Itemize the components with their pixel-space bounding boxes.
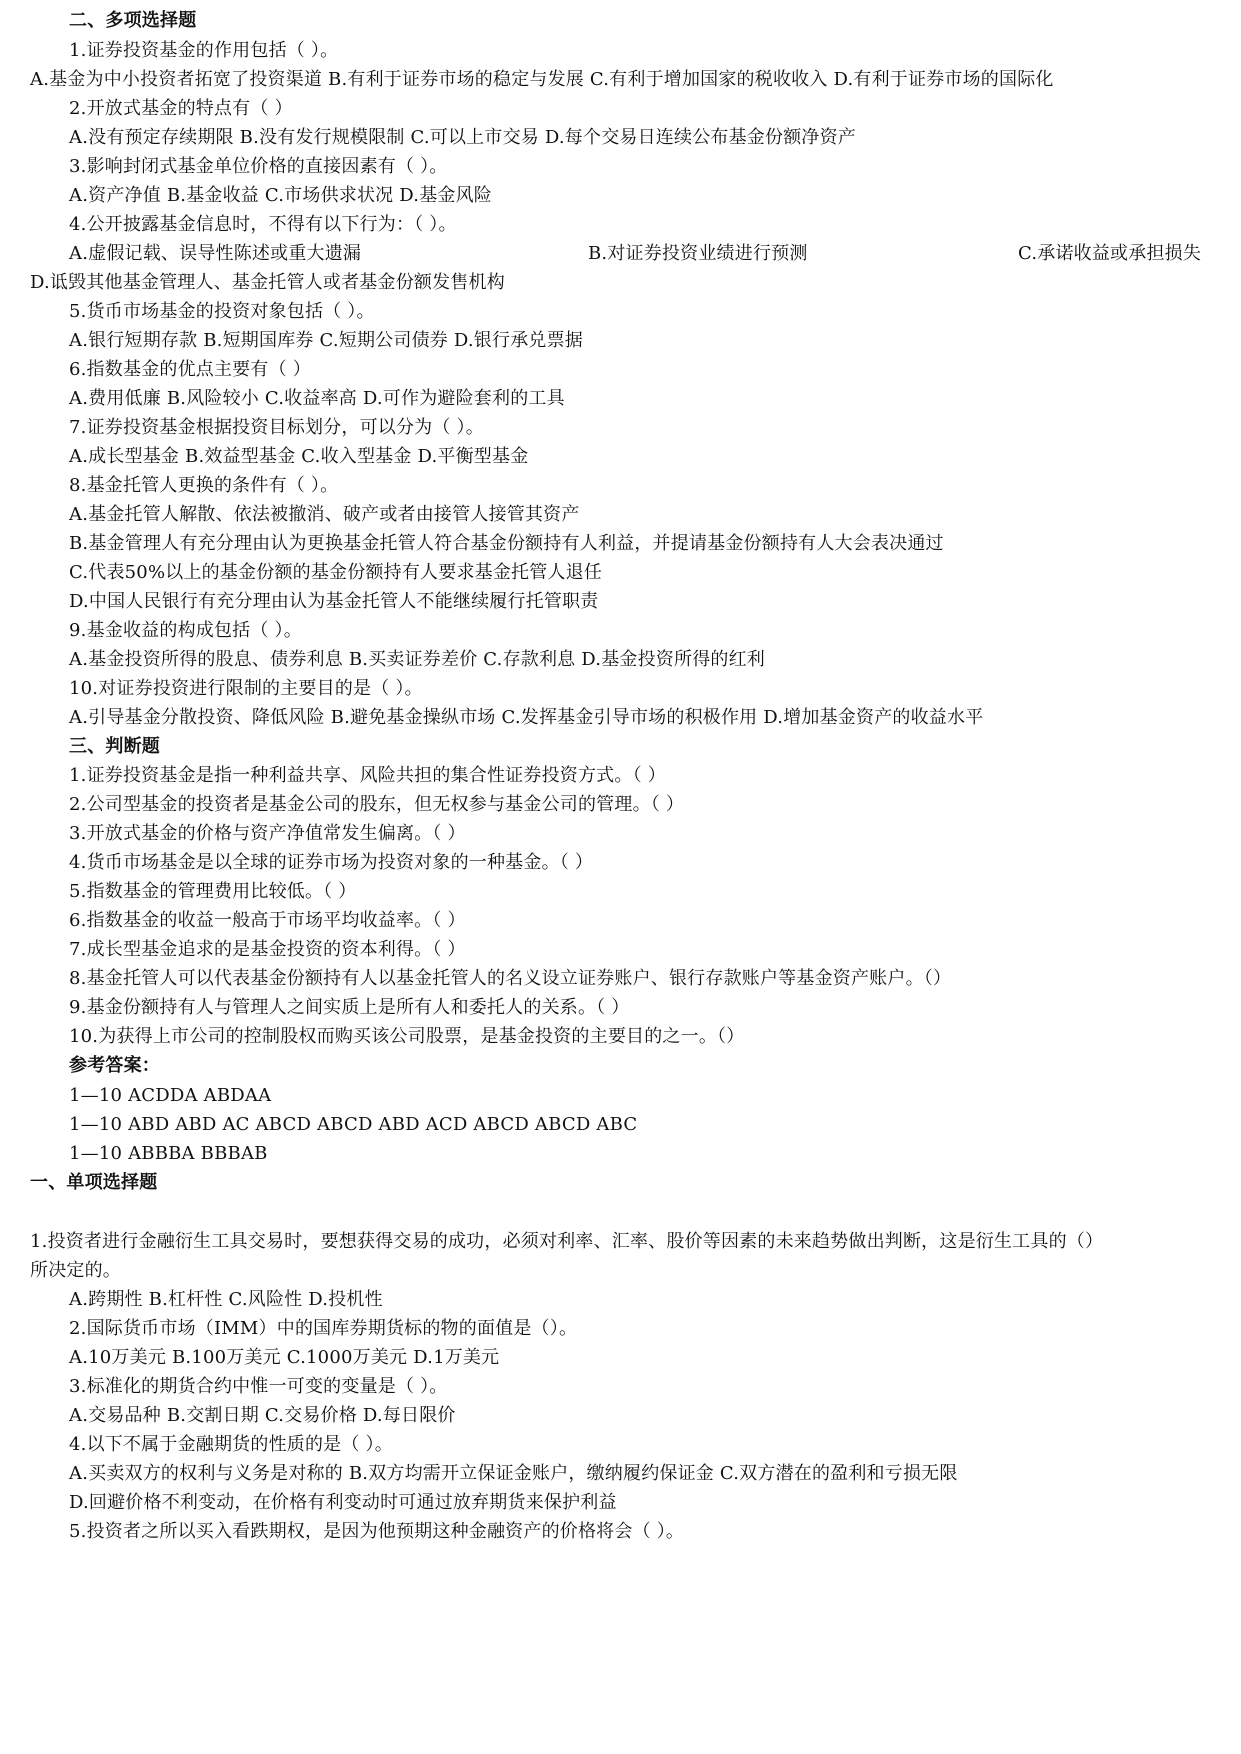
document-line: 2.开放式基金的特点有（ ） <box>69 98 293 119</box>
document-line: 2.公司型基金的投资者是基金公司的股东，但无权参与基金公司的管理。（ ） <box>69 794 685 815</box>
document-line: A.没有预定存续期限 B.没有发行规模限制 C.可以上市交易 D.每个交易日连续公布基金份额净资产 <box>69 127 856 148</box>
section-heading: 参考答案： <box>69 1055 160 1076</box>
document-line: 3.标准化的期货合约中惟一可变的变量是（ ）。 <box>69 1376 448 1397</box>
document-line: 4.以下不属于金融期货的性质的是（ ）。 <box>69 1434 393 1455</box>
document-line: 9.基金份额持有人与管理人之间实质上是所有人和委托人的关系。（ ） <box>69 997 630 1018</box>
document-line: C.代表50%以上的基金份额的基金份额持有人要求基金托管人退任 <box>69 562 603 583</box>
document-line: A.基金为中小投资者拓宽了投资渠道 B.有利于证券市场的稳定与发展 C.有利于增加国家的税收收入 D.有利于证券市场的国际化 <box>30 69 1054 90</box>
document-line: D.回避价格不利变动，在价格有利变动时可通过放弃期货来保护利益 <box>69 1492 617 1513</box>
document-line: 3.影响封闭式基金单位价格的直接因素有（ ）。 <box>69 156 448 177</box>
document-line: 7.证券投资基金根据投资目标划分，可以分为（ ）。 <box>69 417 484 438</box>
document-line: A.买卖双方的权利与义务是对称的 B.双方均需开立保证金账户，缴纳履约保证金 C.双方潜在的盈利和亏损无限 <box>69 1463 958 1484</box>
document-line: A.10万美元 B.100万美元 C.1000万美元 D.1万美元 <box>69 1347 500 1368</box>
document-line: A.资产净值 B.基金收益 C.市场供求状况 D.基金风险 <box>69 185 492 206</box>
document-line: 10.对证券投资进行限制的主要目的是（ ）。 <box>69 678 423 699</box>
document-line: A.基金托管人解散、依法被撤消、破产或者由接管人接管其资产 <box>69 504 580 525</box>
section-heading: 三、判断题 <box>69 736 160 757</box>
document-line: B.基金管理人有充分理由认为更换基金托管人符合基金份额持有人利益，并提请基金份额持有人大会表决通过 <box>69 533 944 554</box>
document-line: A.跨期性 B.杠杆性 C.风险性 D.投机性 <box>69 1289 383 1310</box>
document-line-segment: B.对证券投资业绩进行预测 <box>588 243 808 264</box>
document-line: 8.基金托管人可以代表基金份额持有人以基金托管人的名义设立证券账户、银行存款账户等基金资产账户。（） <box>69 968 952 989</box>
document-line: 4.货币市场基金是以全球的证券市场为投资对象的一种基金。（ ） <box>69 852 594 873</box>
document-line: A.成长型基金 B.效益型基金 C.收入型基金 D.平衡型基金 <box>69 446 529 467</box>
document-line: 1—10 ACDDA ABDAA <box>69 1085 272 1106</box>
document-line: 10.为获得上市公司的控制股权而购买该公司股票，是基金投资的主要目的之一。（） <box>69 1026 745 1047</box>
document-line: 6.指数基金的收益一般高于市场平均收益率。（ ） <box>69 910 466 931</box>
document-line: A.费用低廉 B.风险较小 C.收益率高 D.可作为避险套利的工具 <box>69 388 565 409</box>
document-line: 7.成长型基金追求的是基金投资的资本利得。（ ） <box>69 939 466 960</box>
document-line: 3.开放式基金的价格与资产净值常发生偏离。（ ） <box>69 823 466 844</box>
document-line: D.诋毁其他基金管理人、基金托管人或者基金份额发售机构 <box>30 272 505 293</box>
document-line: 8.基金托管人更换的条件有（ ）。 <box>69 475 339 496</box>
document-line: 1—10 ABBBA BBBAB <box>69 1143 268 1164</box>
document-line: 所决定的。 <box>30 1260 121 1281</box>
document-line: 1—10 ABD ABD AC ABCD ABCD ABD ACD ABCD ABCD ABC <box>69 1114 638 1135</box>
document-line: A.交易品种 B.交割日期 C.交易价格 D.每日限价 <box>69 1405 456 1426</box>
document-line-segment: C.承诺收益或承担损失 <box>1018 243 1202 264</box>
document-line: A.基金投资所得的股息、债券利息 B.买卖证券差价 C.存款利息 D.基金投资所得的红利 <box>69 649 765 670</box>
document-line: 6.指数基金的优点主要有（ ） <box>69 359 311 380</box>
document-line: 5.货币市场基金的投资对象包括（ ）。 <box>69 301 375 322</box>
document-line-segment: A.虚假记载、误导性陈述或重大遗漏 <box>69 243 362 264</box>
document-line: A.引导基金分散投资、降低风险 B.避免基金操纵市场 C.发挥基金引导市场的积极作用 D.增加基金资产的收益水平 <box>69 707 984 728</box>
document-line: 2.国际货币市场（IMM）中的国库券期货标的物的面值是（）。 <box>69 1318 578 1339</box>
document-line: 5.指数基金的管理费用比较低。（ ） <box>69 881 357 902</box>
document-line: 1.证券投资基金是指一种利益共享、风险共担的集合性证券投资方式。（ ） <box>69 765 666 786</box>
document-line: 5.投资者之所以买入看跌期权，是因为他预期这种金融资产的价格将会（ ）。 <box>69 1521 685 1542</box>
document-line: 9.基金收益的构成包括（ ）。 <box>69 620 302 641</box>
section-heading: 二、多项选择题 <box>69 10 197 31</box>
document-line: 1.投资者进行金融衍生工具交易时，要想获得交易的成功，必须对利率、汇率、股价等因素的未来趋势做出判断，这是衍生工具的（） <box>30 1231 1104 1252</box>
document-line: 1.证券投资基金的作用包括（ ）。 <box>69 40 339 61</box>
document-line: 4.公开披露基金信息时，不得有以下行为：（ ）。 <box>69 214 457 235</box>
section-heading: 一、单项选择题 <box>30 1172 158 1193</box>
document-line: D.中国人民银行有充分理由认为基金托管人不能继续履行托管职责 <box>69 591 599 612</box>
document-line: A.银行短期存款 B.短期国库券 C.短期公司债券 D.银行承兑票据 <box>69 330 583 351</box>
